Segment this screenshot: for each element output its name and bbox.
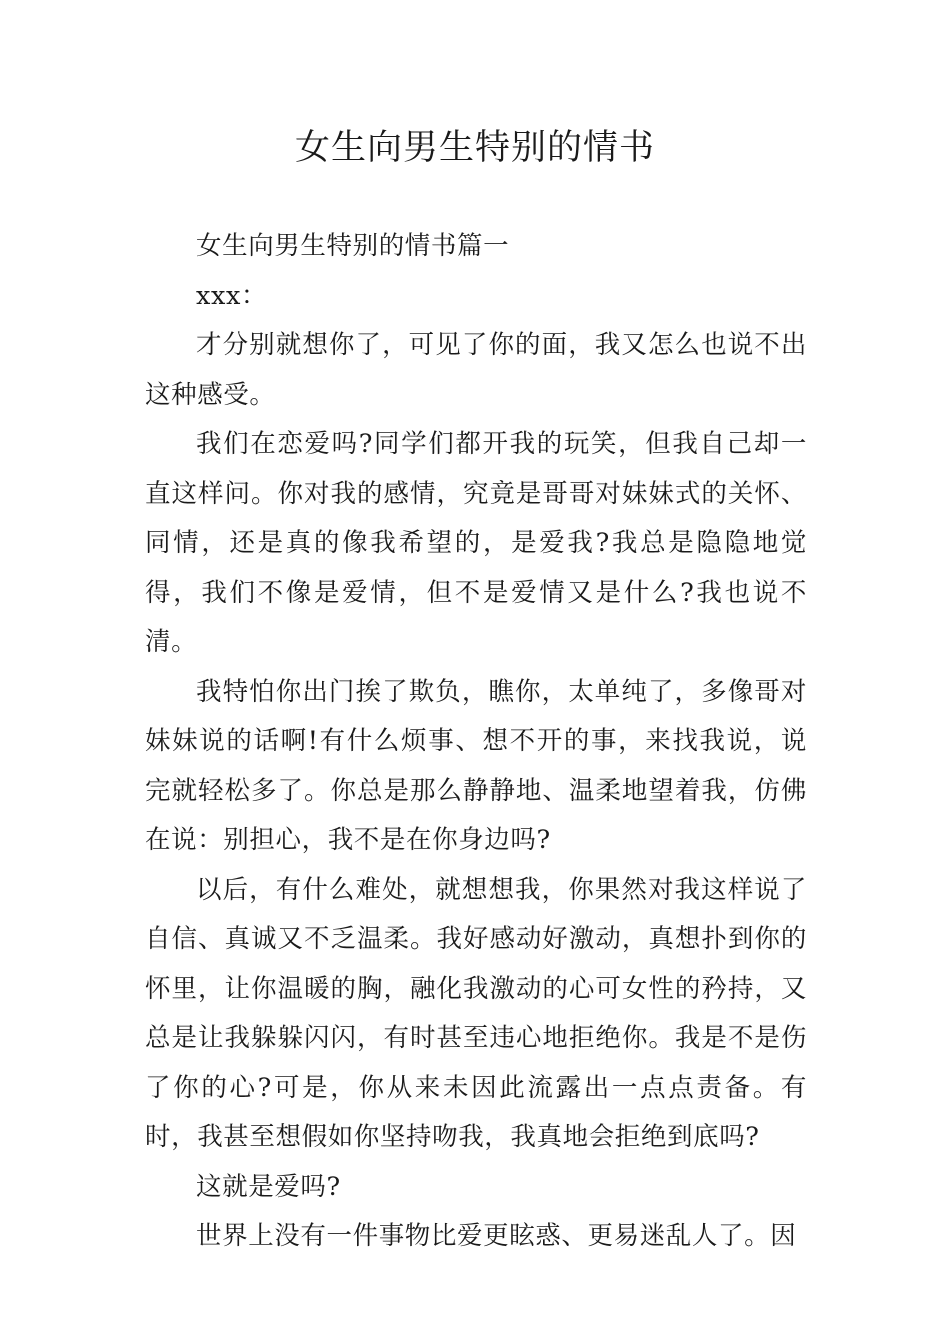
body-paragraph: 以后，有什么难处，就想想我，你果然对我这样说了自信、真诚又不乏温柔。我好感动好激动，真想扑到你的怀里，让你温暖的胸，融化我激动的心可女性的矜持，又总是让我躲躲闪闪，有时甚至违心地拒绝你。我是不是伤了你的心?可是，你从来未因此流露出一点点责备。有时，我甚至想假如你坚持吻我，我真地会拒绝到底吗? [145,874,807,1152]
document-body [145,222,807,1262]
document-title: 女生向男生特别的情书 [294,128,655,168]
body-paragraph: 我特怕你出门挨了欺负，瞧你，太单纯了，多像哥对妹妹说的话啊!有什么烦事、想不开的事，来找我说，说完就轻松多了。你总是那么静静地、温柔地望着我，仿佛在说：别担心，我不是在你身边吗? [145,676,807,855]
salutation: xxx： [196,280,268,311]
body-paragraph: 我们在恋爱吗?同学们都开我的玩笑，但我自己却一直这样问。你对我的感情，究竟是哥哥对妹妹式的关怀、同情，还是真的像我希望的，是爱我?我总是隐隐地觉得，我们不像是爱情，但不是爱情又是什么?我也说不清。 [145,429,807,657]
body-paragraph: 这就是爱吗? [196,1171,341,1202]
section-heading: 女生向男生特别的情书篇一 [196,231,510,261]
body-paragraph: 才分别就想你了，可见了你的面，我又怎么也说不出这种感受。 [145,330,807,410]
body-paragraph: 世界上没有一件事物比爱更眩惑、更易迷乱人了。因 [196,1221,797,1251]
